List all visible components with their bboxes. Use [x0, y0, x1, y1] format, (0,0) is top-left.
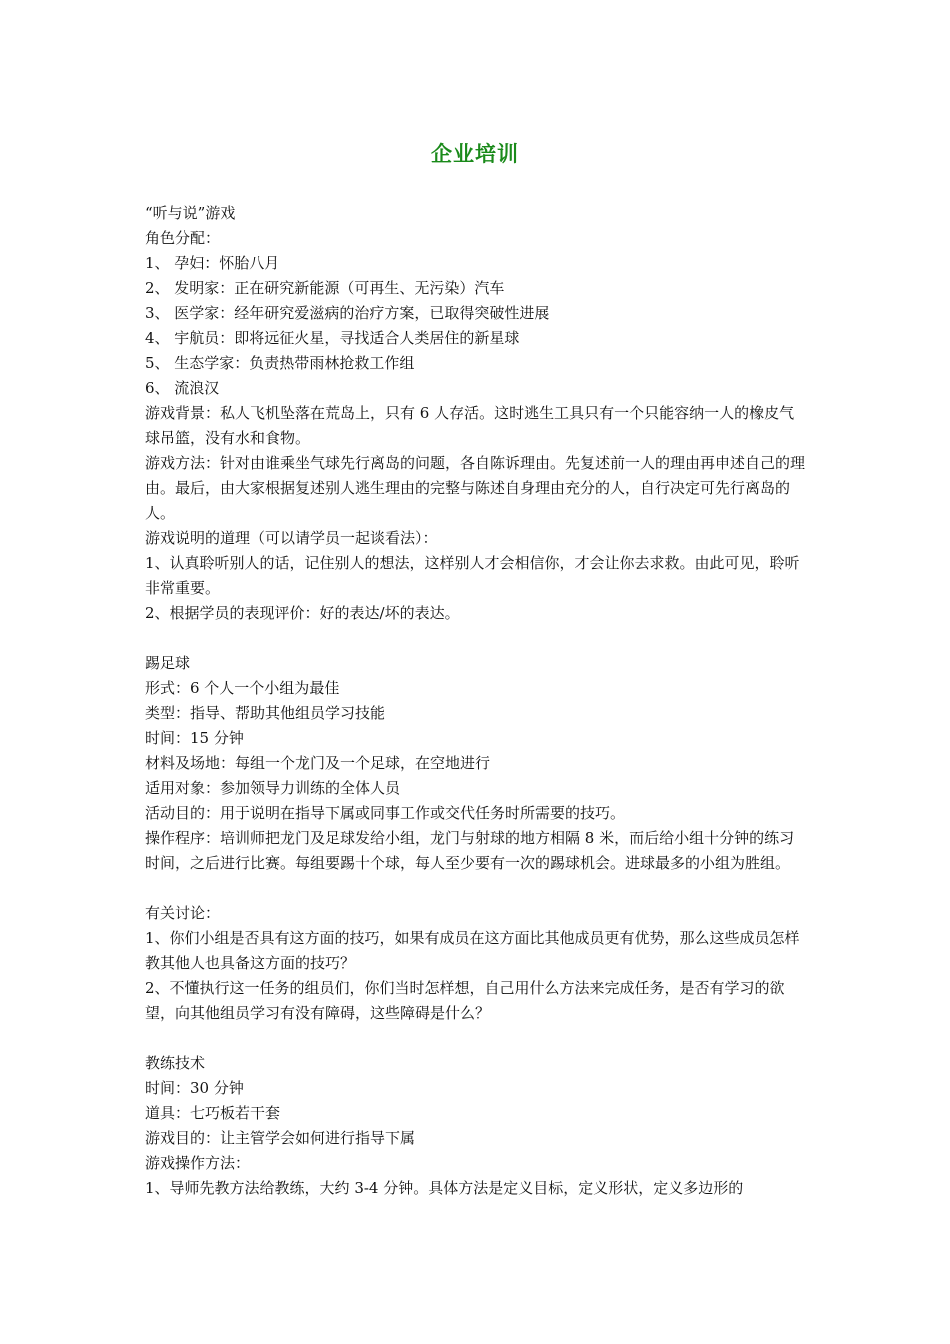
paragraph: 角色分配： [145, 229, 221, 247]
paragraph: 4、 宇航员：即将远征火星，寻找适合人类居住的新星球 [145, 329, 520, 347]
paragraph: 游戏目的：让主管学会如何进行指导下属 [145, 1129, 416, 1147]
paragraph: 2、不懂执行这一任务的组员们，你们当时怎样想，自己用什么方法来完成任务，是否有学习的欲望，向其他组员学习有没有障碍，这些障碍是什么？ [145, 979, 785, 1022]
paragraph: 游戏说明的道理（可以请学员一起谈看法）： [145, 529, 438, 547]
paragraph: 5、 生态学家：负责热带雨林抢救工作组 [145, 354, 415, 372]
document-body [145, 201, 809, 1201]
paragraph: 形式：6 个人一个小组为最佳 [145, 679, 340, 697]
paragraph: 1、认真聆听别人的话，记住别人的想法，这样别人才会相信你，才会让你去求救。由此可见，聆听非常重要。 [145, 554, 800, 597]
paragraph: “听与说”游戏 [145, 204, 236, 222]
paragraph: 材料及场地：每组一个龙门及一个足球，在空地进行 [145, 754, 491, 772]
paragraph: 类型：指导、帮助其他组员学习技能 [145, 704, 386, 722]
paragraph: 1、 孕妇：怀胎八月 [145, 254, 280, 272]
document-title: 企业培训 [431, 142, 519, 166]
paragraph: 游戏方法：针对由谁乘坐气球先行离岛的问题，各自陈诉理由。先复述前一人的理由再申述自己的理由。最后，由大家根据复述别人逃生理由的完整与陈述自身理由充分的人，自行决定可先行离岛的人。 [145, 454, 806, 522]
paragraph: 道具：七巧板若干套 [145, 1104, 281, 1122]
paragraph: 活动目的：用于说明在指导下属或同事工作或交代任务时所需要的技巧。 [145, 804, 626, 822]
paragraph: 2、根据学员的表现评价：好的表达/坏的表达。 [145, 604, 460, 622]
paragraph: 6、 流浪汉 [145, 379, 220, 397]
paragraph: 适用对象：参加领导力训练的全体人员 [145, 779, 401, 797]
paragraph: 时间：15 分钟 [145, 729, 244, 747]
paragraph: 操作程序：培训师把龙门及足球发给小组，龙门与射球的地方相隔 8 米，而后给小组十分钟的练习时间，之后进行比赛。每组要踢十个球，每人至少要有一次的踢球机会。进球最多的小组为胜组。 [145, 829, 795, 872]
paragraph: 游戏操作方法： [145, 1154, 251, 1172]
paragraph: 游戏背景：私人飞机坠落在荒岛上，只有 6 人存活。这时逃生工具只有一个只能容纳一人的橡皮气球吊篮，没有水和食物。 [145, 404, 795, 447]
paragraph-gap [145, 876, 809, 901]
paragraph: 时间：30 分钟 [145, 1079, 244, 1097]
paragraph: 教练技术 [145, 1054, 206, 1072]
paragraph: 踢足球 [145, 654, 191, 672]
paragraph: 1、导师先教方法给教练，大约 3-4 分钟。具体方法是定义目标，定义形状，定义多边形的 [145, 1179, 744, 1197]
paragraph: 2、 发明家：正在研究新能源（可再生、无污染）汽车 [145, 279, 505, 297]
paragraph-gap [145, 1026, 809, 1051]
paragraph: 3、 医学家：经年研究爱滋病的治疗方案，已取得突破性进展 [145, 304, 550, 322]
paragraph: 1、你们小组是否具有这方面的技巧，如果有成员在这方面比其他成员更有优势，那么这些成员怎样教其他人也具备这方面的技巧？ [145, 929, 800, 972]
paragraph-gap [145, 626, 809, 651]
paragraph: 有关讨论： [145, 904, 221, 922]
